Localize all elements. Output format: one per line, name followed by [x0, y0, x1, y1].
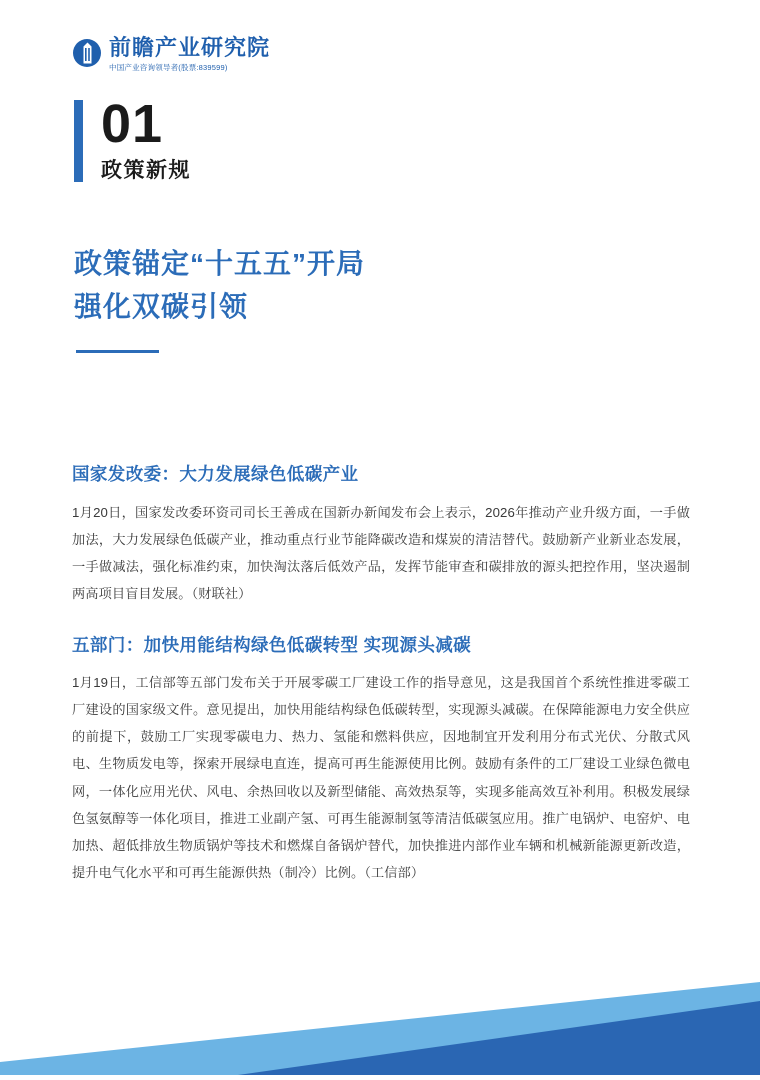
section-header [74, 94, 191, 182]
footer-band-light [0, 982, 760, 1075]
article-list [72, 462, 690, 912]
article-heading: 国家发改委：大力发展绿色低碳产业 [72, 464, 359, 484]
page-title-line-1: 政策锚定“十五五”开局 [74, 248, 366, 279]
article-item [72, 462, 690, 607]
brand-name: 前瞻产业研究院 [109, 35, 271, 60]
brand-logo [72, 36, 270, 73]
article-body: 1月20日，国家发改委环资司司长王善成在国新办新闻发布会上表示，2026年推动产业升级方面，一手做加法，大力发展绿色低碳产业，推动重点行业节能降碳改造和煤炭的清洁替代。鼓励新产业新业态发展，一手做减法，强化标准约束，加快淘汰落后低效产品，发挥节能审查和碳排放的源头把控作用，坚决遏制两高项目盲目发展。（财联社） [72, 504, 690, 601]
page-title-line-2: 强化双碳引领 [74, 290, 249, 322]
section-number: 01 [101, 94, 164, 154]
article-body: 1月19日，工信部等五部门发布关于开展零碳工厂建设工作的指导意见，这是我国首个系统性推进零碳工厂建设的国家级文件。意见提出，加快用能结构绿色低碳转型，实现源头减碳。在保障能源电力安全供应的前提下，鼓励工厂实现零碳电力、热力、氢能和燃料供应，因地制宜开发利用分布式光伏、分散式风电、生物质发电等，探索开展绿电直连，提高可再生能源使用比例。鼓励有条件的工厂建设工业绿色微电网，一体化应用光伏、风电、余热回收以及新型储能、高效热泵等，实现多能高效互补利用。积极发展绿色氢氨醇等一体化项目，推进工业副产氢、可再生能源制氢等清洁低碳氢应用。推广电锅炉、电窑炉、电加热、超低排放生物质锅炉等技术和燃煤自备锅炉替代，加快推进内部作业车辆和机械新能源更新改造，提升电气化水平和可再生能源供热（制冷）比例。（工信部） [72, 675, 690, 880]
title-divider [76, 350, 159, 353]
qianzhan-building-logo-icon [72, 38, 102, 68]
article-item [72, 633, 690, 886]
footer-decoration [0, 980, 760, 1075]
footer-band-dark [128, 988, 760, 1075]
section-label: 政策新规 [101, 158, 191, 182]
brand-subtitle: 中国产业咨询领导者(股票:839599) [109, 63, 228, 73]
article-heading: 五部门：加快用能结构绿色低碳转型 实现源头减碳 [72, 634, 472, 655]
section-accent-bar [74, 100, 83, 182]
page-title [74, 243, 674, 328]
